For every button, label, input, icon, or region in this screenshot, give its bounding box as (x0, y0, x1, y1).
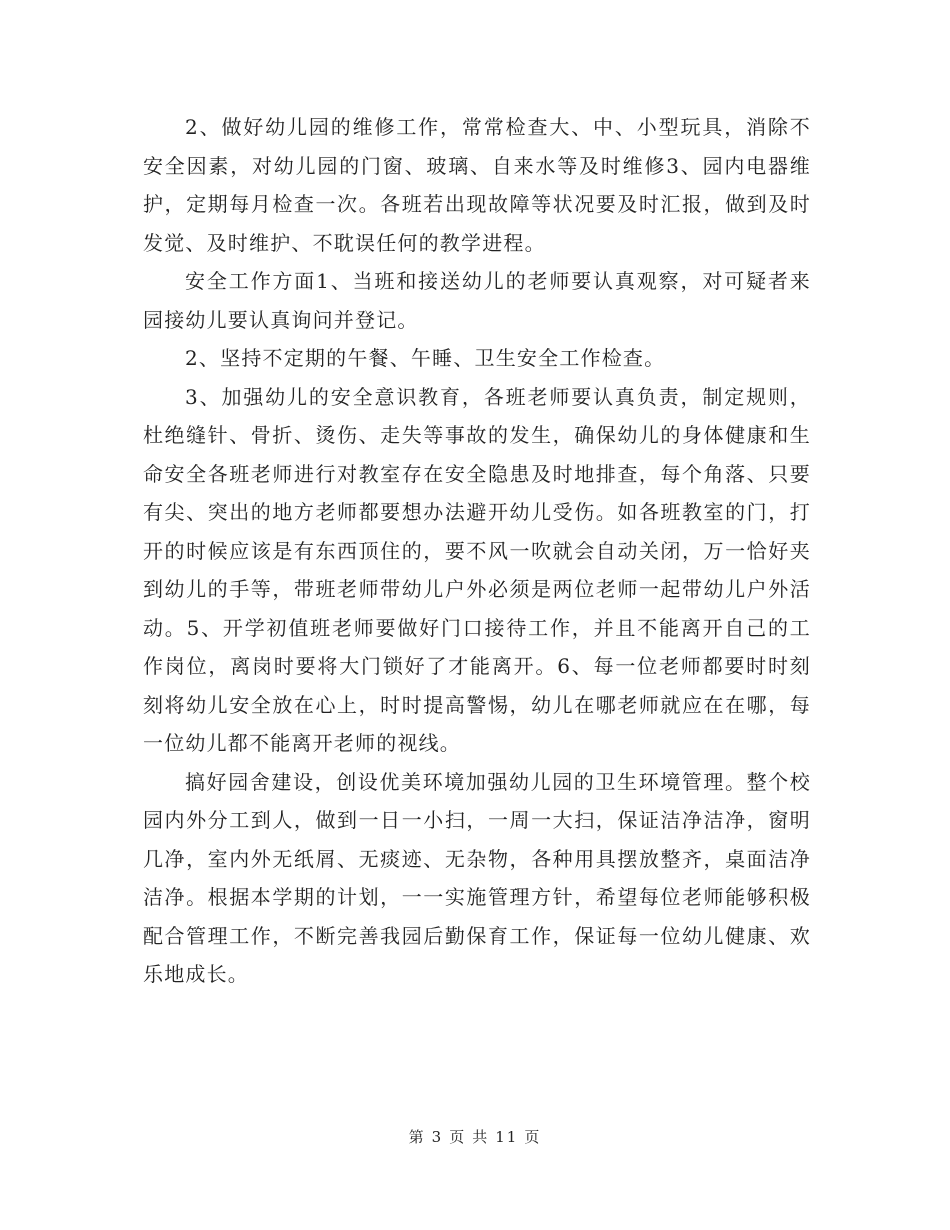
footer-suffix: 页 (524, 1128, 542, 1146)
footer-total-pages: 11 (495, 1128, 519, 1146)
page-footer (0, 1126, 950, 1147)
footer-page-word: 页 (449, 1128, 467, 1146)
footer-prefix: 第 (408, 1128, 426, 1146)
paragraph-safety-education: 3、加强幼儿的安全意识教育，各班老师要认真负责，制定规则，杜绝缝针、骨折、烫伤、走失等事故的发生，确保幼儿的身体健康和生命安全各班老师进行对教室存在安全隐患及时地排查，每个角落、只要有尖、突出的地方老师都要想办法避开幼儿受伤。如各班教室的门，打开的时候应该是有东西顶住的，要不风一吹就会自动关闭，万一恰好夹到幼儿的手等，带班老师带幼儿户外必须是两位老师一起带幼儿户外活动。5、开学初值班老师要做好门口接待工作，并且不能离开自己的工作岗位，离岗时要将大门锁好了才能离开。6、每一位老师都要时时刻刻将幼儿安全放在心上，时时提高警惕，幼儿在哪老师就应在在哪，每一位幼儿都不能离开老师的视线。 (143, 384, 811, 755)
paragraph-maintenance: 2、做好幼儿园的维修工作，常常检查大、中、小型玩具，消除不安全因素，对幼儿园的门窗、玻璃、自来水等及时维修3、园内电器维护，定期每月检查一次。各班若出现故障等状况要及时汇报，做到及时发觉、及时维护、不耽误任何的教学进程。 (143, 115, 811, 255)
footer-total-label: 共 (472, 1128, 490, 1146)
paragraph-inspection: 2、坚持不定期的午餐、午睡、卫生安全工作检查。 (185, 346, 666, 370)
paragraph-safety-intro: 安全工作方面1、当班和接送幼儿的老师要认真观察，对可疑者来园接幼儿要认真询问并登记。 (143, 269, 811, 332)
paragraph-environment: 搞好园舍建设，创设优美环境加强幼儿园的卫生环境管理。整个校园内外分工到人，做到一日一小扫，一周一大扫，保证洁净洁净，窗明几净，室内外无纸屑、无痰迹、无杂物，各种用具摆放整齐，桌面洁净洁净。根据本学期的计划，一一实施管理方针，希望每位老师能够积极配合管理工作，不断完善我园后勤保育工作，保证每一位幼儿健康、欢乐地成长。 (143, 769, 811, 986)
footer-current-page: 3 (431, 1128, 444, 1146)
document-body (143, 108, 811, 994)
